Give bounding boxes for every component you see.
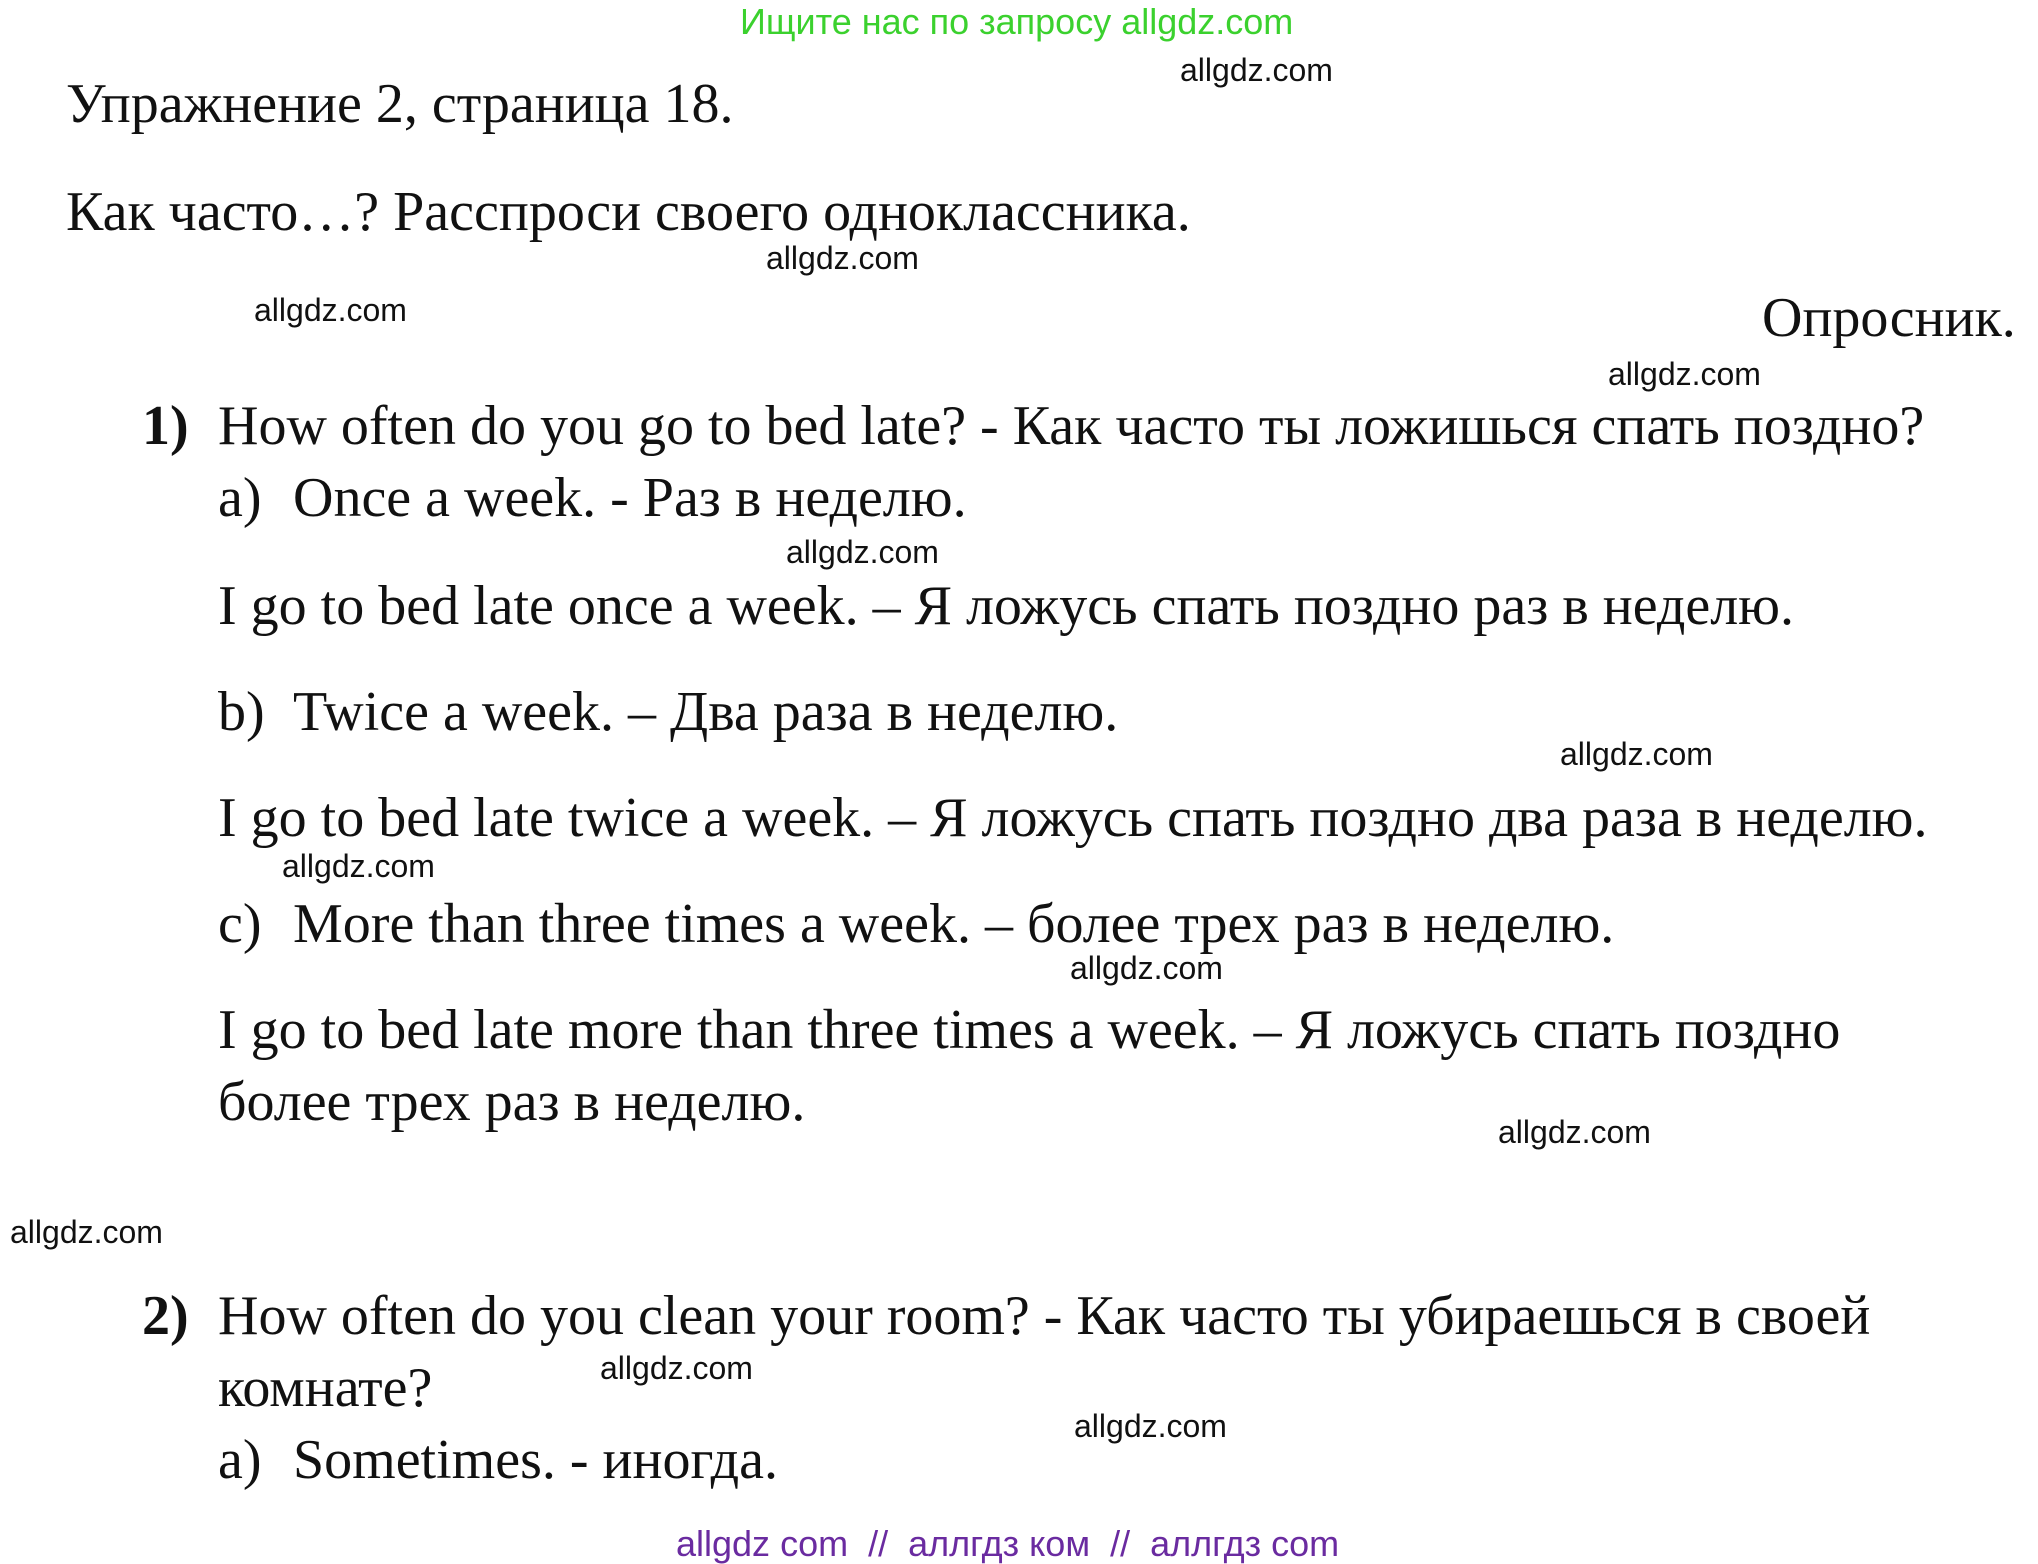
answer-sentence-continued: более трех раз в неделю. xyxy=(218,1071,806,1133)
section-subtitle: Опросник. xyxy=(1762,287,2016,349)
question-text: How often do you clean your room? - Как часто ты убираешься в своей xyxy=(218,1285,1871,1347)
exercise-task: Как часто…? Расспроси своего одноклассника. xyxy=(66,181,1191,243)
answer-marker: b) xyxy=(218,681,265,743)
answer-marker: a) xyxy=(218,467,262,529)
answer-option xyxy=(218,893,1615,955)
watermark: allgdz.com xyxy=(600,1350,753,1386)
question-text-continued: комнате? xyxy=(218,1357,433,1419)
answer-text: Once a week. - Раз в неделю. xyxy=(293,467,967,529)
answer-text: Twice a week. – Два раза в неделю. xyxy=(293,681,1119,743)
exercise-title: Упражнение 2, страница 18. xyxy=(66,73,734,135)
watermark: allgdz.com xyxy=(1608,356,1761,392)
answer-option xyxy=(218,681,1119,743)
watermark: allgdz.com xyxy=(786,534,939,570)
top-banner: Ищите нас по запросу allgdz.com xyxy=(740,1,1294,42)
question-number: 2) xyxy=(142,1285,189,1347)
watermark: allgdz.com xyxy=(1560,736,1713,772)
question-number: 1) xyxy=(142,395,189,457)
watermark: allgdz.com xyxy=(1070,950,1223,986)
watermark: allgdz.com xyxy=(254,292,407,328)
answer-sentence: I go to bed late once a week. – Я ложусь спать поздно раз в неделю. xyxy=(218,575,1795,637)
watermark: allgdz.com xyxy=(282,848,435,884)
footer-watermark: allgdz com // аллгдз ком // аллгдз com xyxy=(676,1523,1340,1564)
watermark: allgdz.com xyxy=(1074,1408,1227,1444)
answer-option xyxy=(218,467,967,529)
watermark: allgdz.com xyxy=(1180,52,1333,88)
answer-text: More than three times a week. – более трех раз в неделю. xyxy=(293,893,1615,955)
answer-marker: a) xyxy=(218,1429,262,1491)
watermark: allgdz.com xyxy=(10,1214,163,1250)
answer-sentence: I go to bed late twice a week. – Я ложусь спать поздно два раза в неделю. xyxy=(218,787,1928,849)
watermark: allgdz.com xyxy=(766,240,919,276)
question-text: How often do you go to bed late? - Как часто ты ложишься спать поздно? xyxy=(218,395,1925,457)
answer-option xyxy=(218,1429,778,1491)
answer-text: Sometimes. - иногда. xyxy=(293,1429,778,1491)
watermark: allgdz.com xyxy=(1498,1114,1651,1150)
answer-marker: c) xyxy=(218,893,262,955)
answer-sentence: I go to bed late more than three times a week. – Я ложусь спать поздно xyxy=(218,999,1841,1061)
